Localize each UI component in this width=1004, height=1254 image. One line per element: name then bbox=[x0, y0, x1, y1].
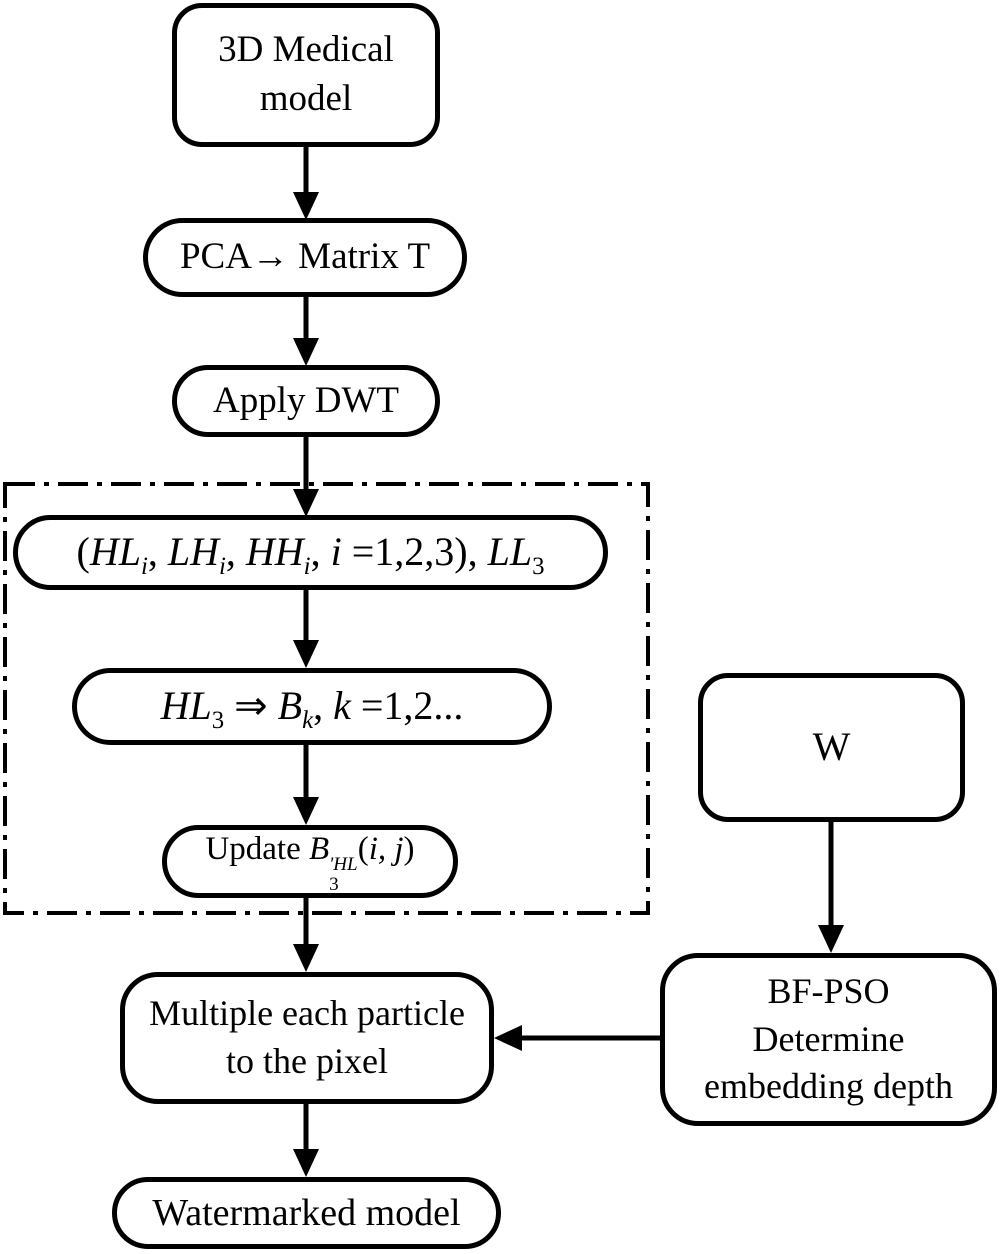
node-bfpso bbox=[660, 953, 997, 1126]
node-watermarked-model bbox=[112, 1177, 501, 1249]
node-watermarked-model-label: Watermarked model bbox=[152, 1191, 461, 1234]
node-3d-medical-model bbox=[172, 3, 440, 147]
node-multiply-particle bbox=[120, 972, 494, 1104]
node-dwt-subbands-formula: ($HL_i$, $LH_i$, $HH_i$, i =1,2,3), $LL_3$ bbox=[76, 529, 545, 581]
node-pca-matrix-t bbox=[143, 218, 467, 297]
node-bfpso-label bbox=[704, 968, 953, 1111]
arrow-bfpso-to-multiply bbox=[494, 1025, 660, 1051]
node-update-block-formula: Update B 'HL 3 (i, j) bbox=[205, 831, 415, 895]
node-watermark-w bbox=[698, 673, 965, 822]
arrow-w-to-bfpso bbox=[818, 820, 844, 953]
arrow-multiply-to-watermarked bbox=[293, 1102, 319, 1177]
arrow-blocks-to-update bbox=[293, 743, 319, 825]
node-update-block bbox=[162, 825, 458, 898]
arrow-update-to-multiply bbox=[293, 896, 319, 972]
node-3d-medical-model-label: 3D Medical model bbox=[218, 29, 394, 119]
node-bfpso-line1: BF-PSO bbox=[767, 971, 890, 1012]
node-hl3-blocks bbox=[72, 668, 552, 745]
node-bfpso-line3: embedding depth bbox=[704, 1066, 953, 1107]
arrow-pca-to-dwt bbox=[293, 295, 319, 366]
node-hl3-blocks-formula: $HL_3$ ⇒ $B_k$, k =1,2... bbox=[160, 683, 464, 735]
arrow-subbands-to-blocks bbox=[293, 588, 319, 668]
node-bfpso-line2: Determine bbox=[752, 1018, 905, 1059]
node-apply-dwt-label: Apply DWT bbox=[213, 379, 399, 421]
node-multiply-particle-label: Multiple each particle to the pixel bbox=[149, 993, 465, 1081]
node-pca-matrix-t-label: PCA→ Matrix T bbox=[179, 236, 431, 278]
arrow-dwt-to-subbands bbox=[293, 435, 319, 517]
node-dwt-subbands bbox=[13, 515, 608, 590]
arrow-model-to-pca bbox=[293, 147, 319, 220]
node-watermark-w-label: W bbox=[812, 724, 851, 770]
node-apply-dwt bbox=[172, 365, 440, 437]
